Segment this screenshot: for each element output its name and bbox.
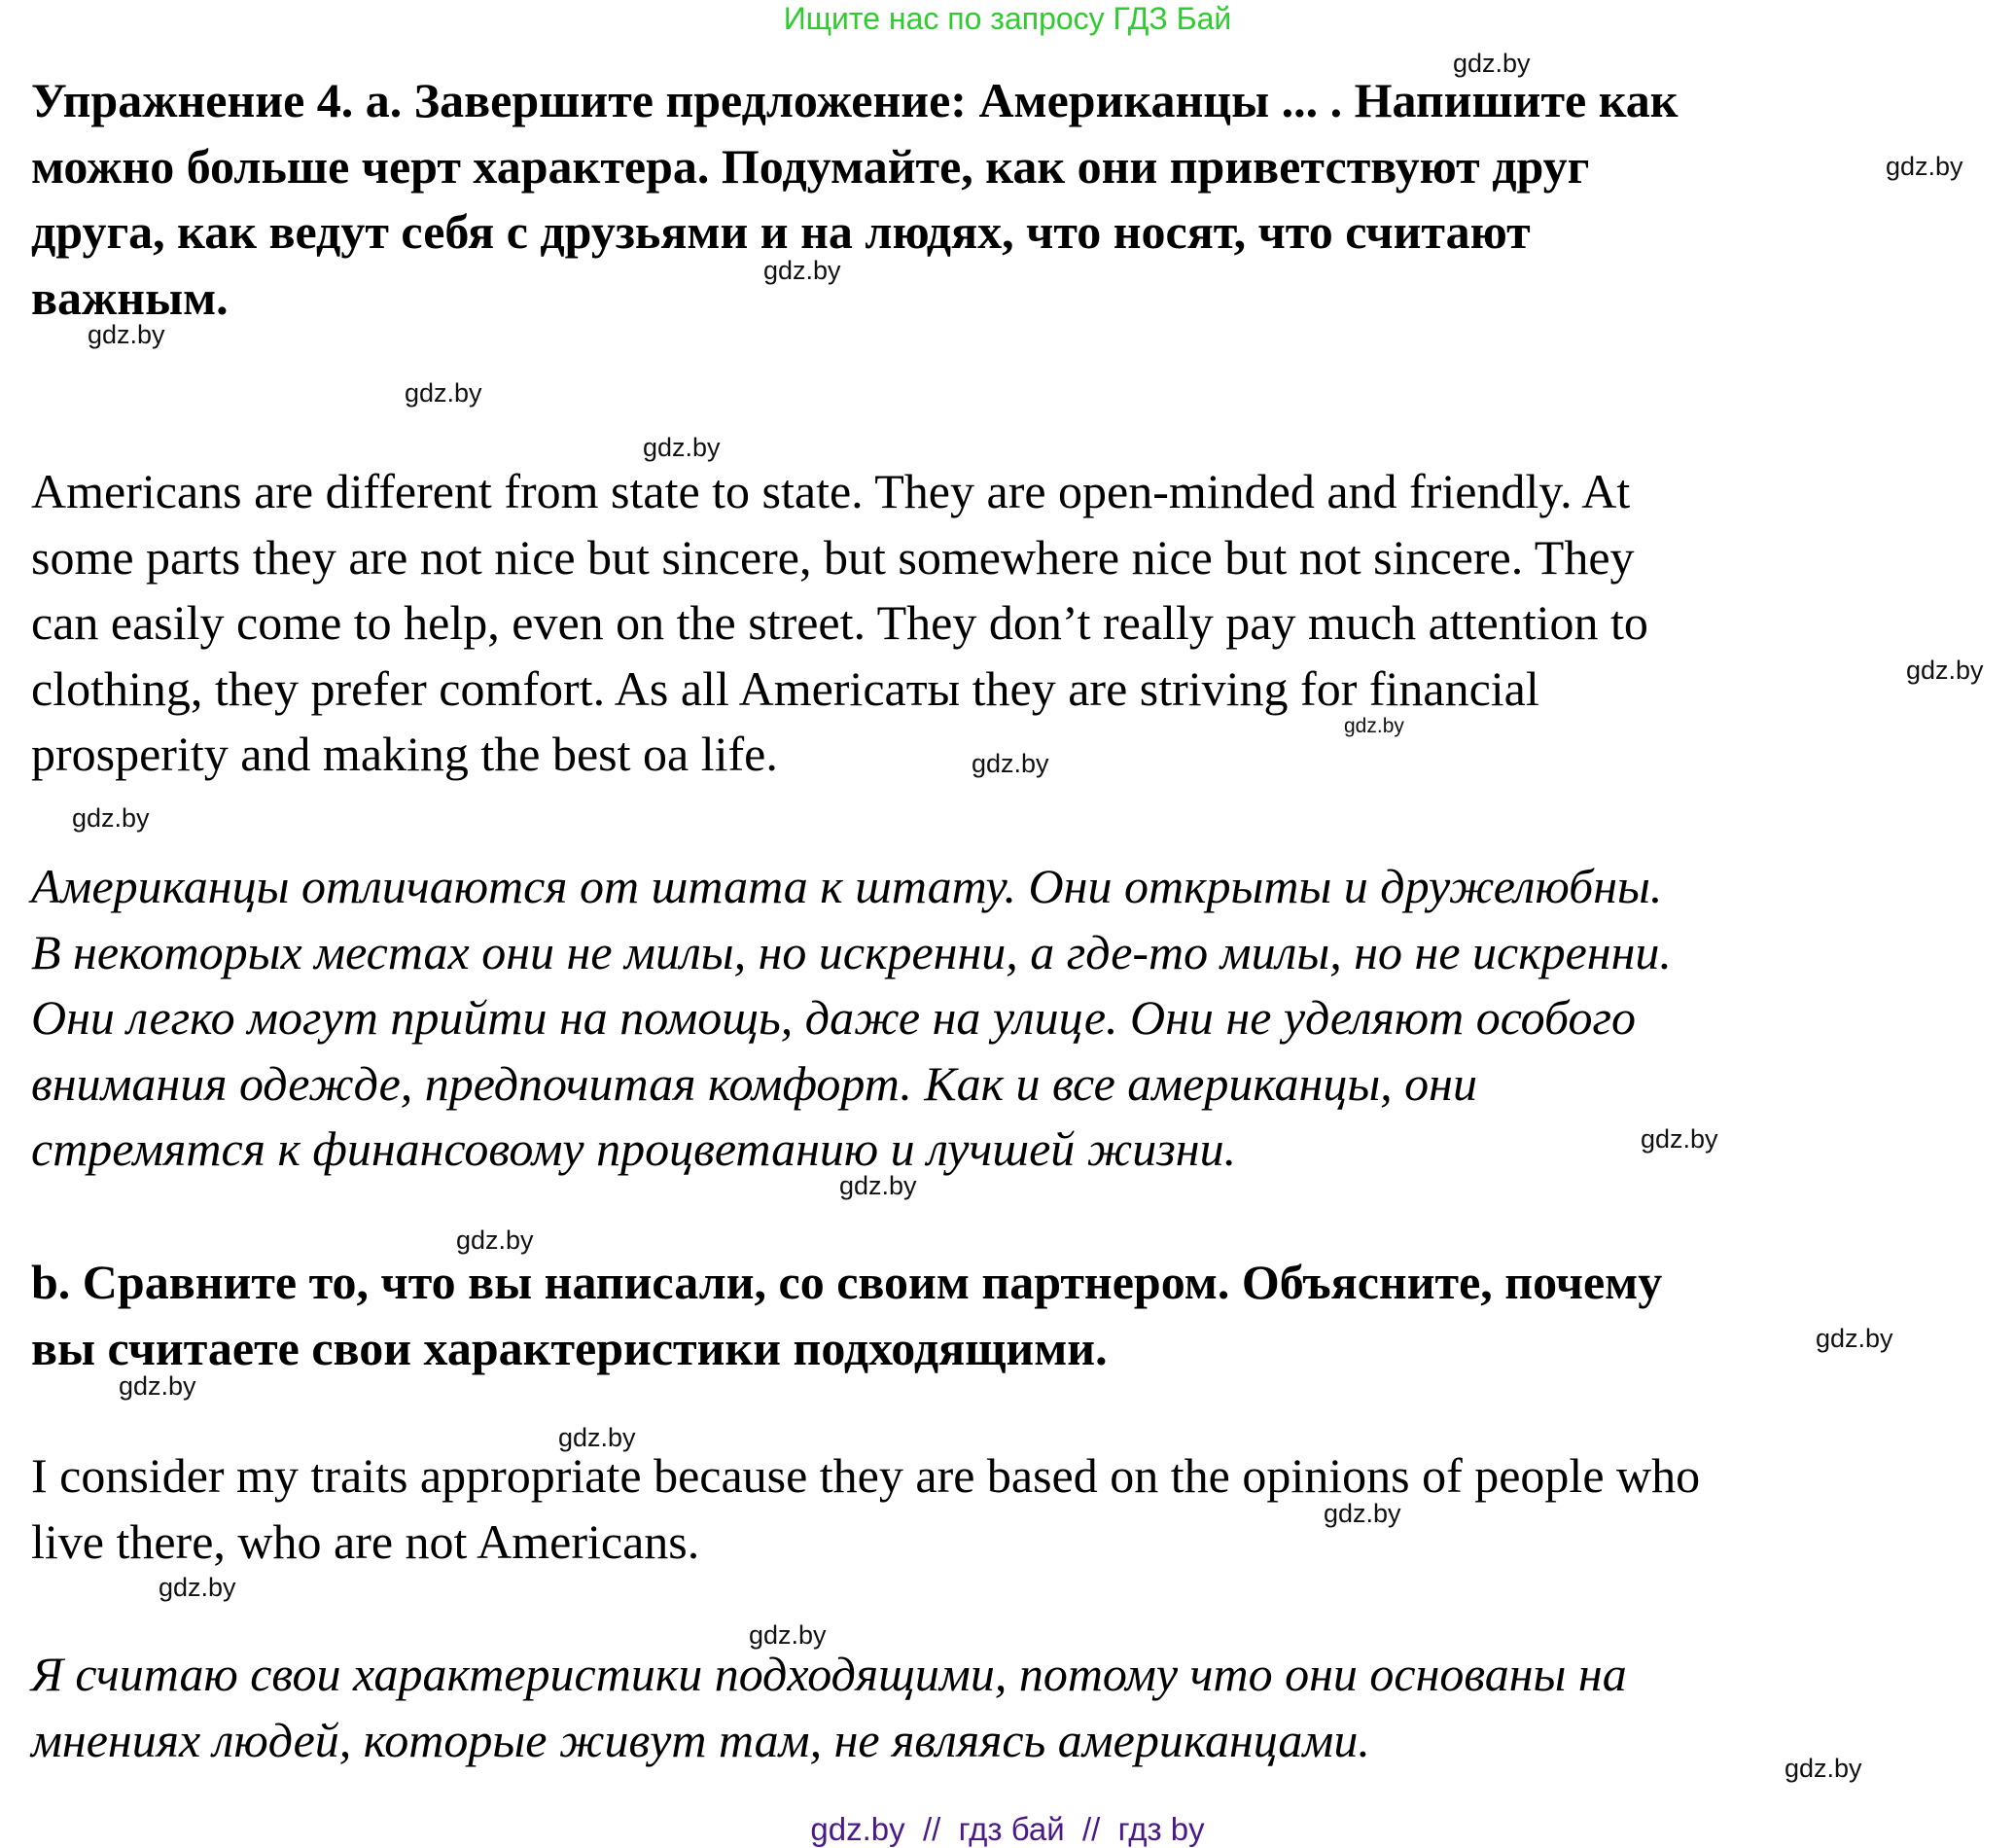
watermark: gdz.by — [558, 1423, 636, 1452]
watermark: gdz.by — [1324, 1499, 1401, 1528]
task-a-heading — [31, 68, 1679, 331]
text-line: clothing, they prefer comfort. As all Americaты they are striving for financial — [31, 660, 1539, 716]
watermark: gdz.by — [405, 378, 482, 408]
watermark: gdz.by — [1453, 49, 1531, 78]
footer-links[interactable]: gdz.by // гдз бай // гдз by — [810, 1811, 1205, 1847]
watermark: gdz.by — [72, 803, 150, 833]
watermark: gdz.by — [1785, 1754, 1862, 1783]
watermark: gdz.by — [456, 1226, 534, 1255]
task-b-answer-english — [31, 1443, 1700, 1575]
task-b-heading — [31, 1250, 1662, 1381]
heading-line: друга, как ведут себя с друзьями и на людях, что носят, что считают — [31, 204, 1531, 259]
task-a-answer-russian — [31, 854, 1672, 1183]
text-line: can easily come to help, even on the street. They don’t really pay much attention to — [31, 595, 1648, 650]
heading-line: вы считаете свои характеристики подходящими. — [31, 1320, 1108, 1375]
text-line: Они легко могут прийти на помощь, даже на улице. Они не уделяют особого — [31, 990, 1636, 1045]
text-line: внимания одежде, предпочитая комфорт. Как и все американцы, они — [31, 1055, 1477, 1111]
text-line: some parts they are not nice but sincere, but somewhere nice but not sincere. They — [31, 529, 1635, 585]
task-a-answer-english — [31, 459, 1648, 788]
watermark: gdz.by — [839, 1171, 917, 1200]
text-line: Я считаю свои характеристики подходящими, потому что они основаны на — [31, 1647, 1627, 1701]
watermark: gdz.by — [1816, 1324, 1893, 1353]
watermark: gdz.by — [972, 749, 1049, 778]
text-line: В некоторых местах они не милы, но искренни, а где-то милы, но не искренни. — [31, 924, 1672, 979]
heading-line: можно больше черт характера. Подумайте, как они приветствуют друг — [31, 138, 1590, 194]
text-line: prosperity and making the best oa life. — [31, 727, 778, 781]
text-line: live there, who are not Americans. — [31, 1513, 700, 1569]
task-b-answer-russian — [31, 1642, 1627, 1773]
text-line: Американцы отличаются от штата к штату. Они открыты и дружелюбны. — [31, 859, 1663, 913]
watermark: gdz.by — [749, 1620, 827, 1650]
search-banner: Ищите нас по запросу ГДЗ Бай — [783, 1, 1232, 36]
watermark: gdz.by — [1906, 656, 1984, 685]
text-line: Americans are different from state to state. They are open-minded and friendly. At — [31, 464, 1631, 518]
text-line: I consider my traits appropriate because they are based on the opinions of people who — [31, 1448, 1701, 1503]
heading-line: важным. — [31, 269, 229, 325]
watermark: gdz.by — [643, 433, 721, 462]
watermark: gdz.by — [1886, 152, 1963, 181]
watermark: gdz.by — [763, 256, 841, 285]
watermark: gdz.by — [159, 1573, 236, 1602]
heading-line: b. Сравните то, что вы написали, со своим партнером. Объясните, почему — [31, 1255, 1663, 1309]
heading-line: Упражнение 4. a. Завершите предложение: Американцы ... . Напишите как — [31, 73, 1679, 127]
text-line: мнениях людей, которые живут там, не являясь американцами. — [31, 1712, 1370, 1767]
watermark: gdz.by — [88, 320, 165, 349]
watermark: gdz.by — [1344, 715, 1404, 737]
watermark: gdz.by — [119, 1371, 196, 1401]
watermark: gdz.by — [1641, 1124, 1718, 1154]
text-line: стремятся к финансовому процветанию и лучшей жизни. — [31, 1121, 1237, 1176]
